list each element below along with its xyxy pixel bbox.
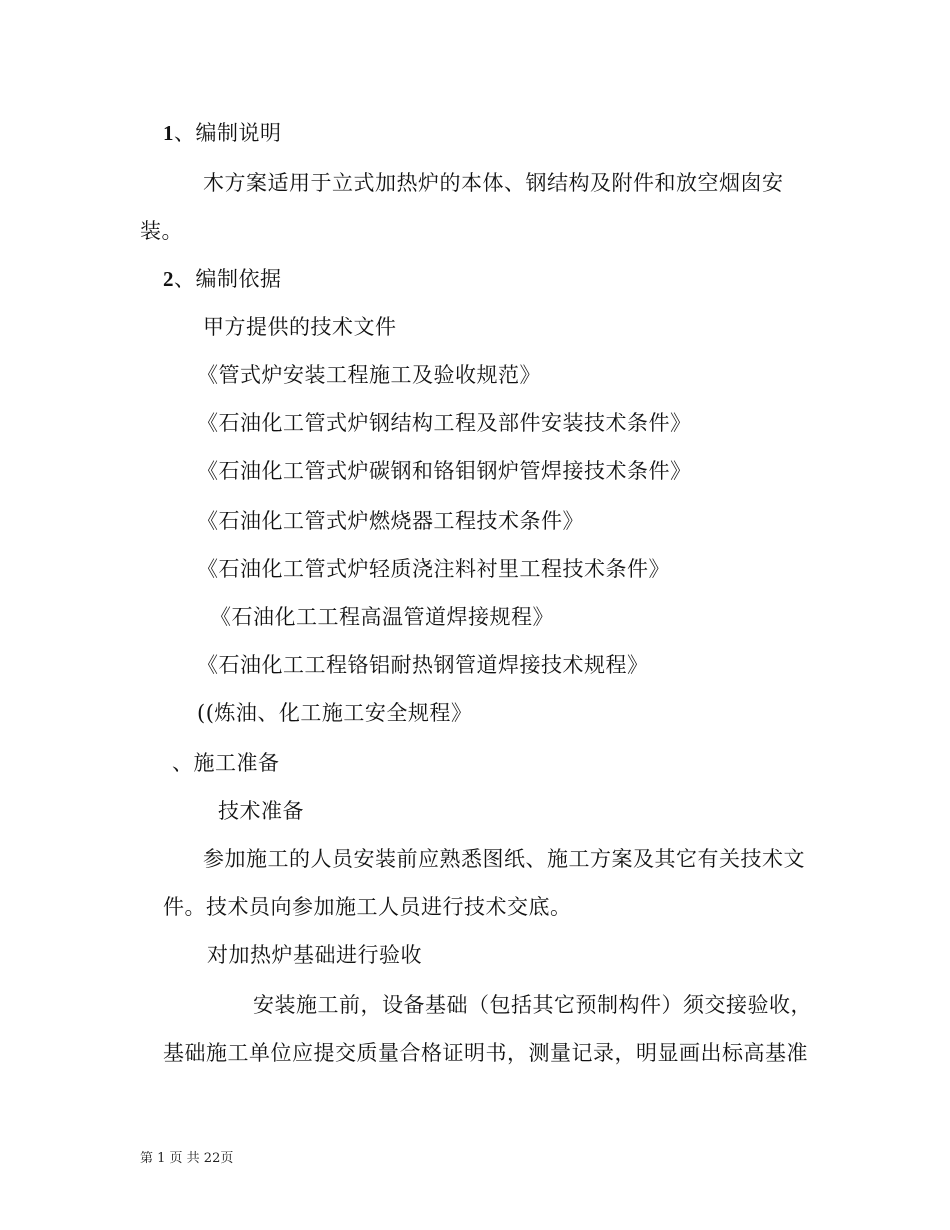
- subsection-1-body-line-1: 参加施工的人员安装前应熟悉图纸、施工方案及其它有关技术文: [203, 847, 805, 871]
- reference-item: 甲方提供的技术文件: [203, 315, 397, 339]
- page-footer: 第 1 页 共 22页: [140, 1151, 234, 1166]
- reference-item: 《管式炉安装工程施工及验收规范》: [197, 363, 541, 387]
- section-3-heading: 、施工准备: [172, 751, 280, 775]
- subsection-technical-prep: 技术准备: [218, 799, 304, 823]
- section-2-title: 、编制依据: [174, 267, 282, 291]
- subsection-1-body-line-2: 件。技术员向参加施工人员进行技术交底。: [163, 895, 572, 919]
- reference-item: 《石油化工管式炉钢结构工程及部件安装技术条件》: [197, 411, 692, 435]
- reference-item: 《石油化工管式炉碳钢和铬钼钢炉管焊接技术条件》: [197, 459, 692, 483]
- section-1-number: 1: [163, 121, 174, 145]
- section-1-title: 、编制说明: [174, 121, 282, 145]
- reference-item: 《石油化工工程铬铝耐热钢管道焊接技术规程》: [197, 653, 649, 677]
- section-2-heading: [163, 265, 282, 293]
- section-1-body-line-2: 装。: [140, 219, 183, 243]
- subsection-foundation-acceptance: 对加热炉基础进行验收: [207, 943, 422, 967]
- section-1-body-line-1: 木方案适用于立式加热炉的本体、钢结构及附件和放空烟囱安: [203, 171, 784, 195]
- subsection-2-body-line-2: 基础施工单位应提交质量合格证明书，测量记录，明显画出标高基准: [163, 1041, 808, 1065]
- section-2-number: 2: [163, 267, 174, 291]
- reference-item: ((炼油、化工施工安全规程》: [197, 701, 473, 725]
- reference-item: 《石油化工管式炉燃烧器工程技术条件》: [197, 509, 584, 533]
- subsection-2-body-line-1: 安装施工前，设备基础（包括其它预制构件）须交接验收，: [253, 993, 812, 1017]
- section-1-heading: [163, 119, 282, 147]
- reference-item: 《石油化工管式炉轻质浇注料衬里工程技术条件》: [197, 557, 670, 581]
- reference-item: 《石油化工工程高温管道焊接规程》: [210, 605, 554, 629]
